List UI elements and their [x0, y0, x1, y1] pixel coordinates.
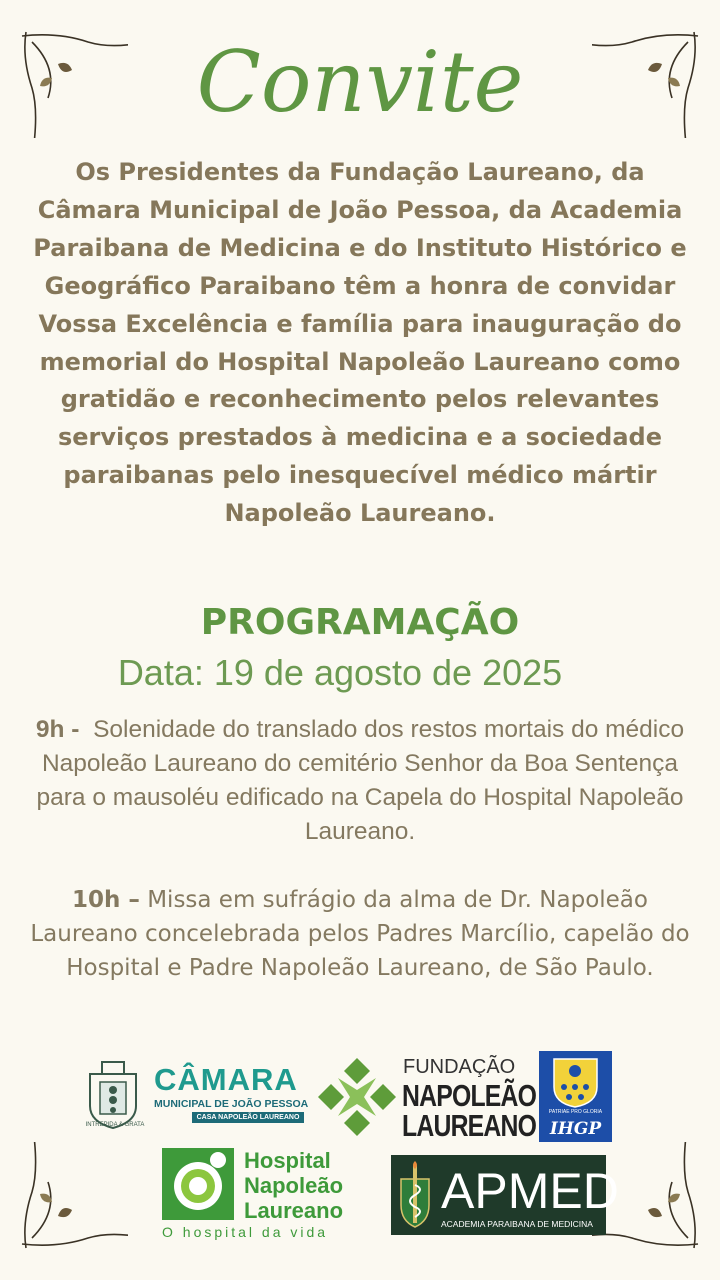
schedule-description: Missa em sufrágio da alma de Dr. Napoleão Laureano concelebrada pelos Padres Marcílio, capelão do Hospital e Padre Napoleão Laureano, de São Paulo.: [30, 887, 690, 981]
schedule-item-10h: [25, 883, 695, 985]
fundacao-line1: FUNDAÇÃO: [403, 1056, 516, 1078]
apmed-logo: [391, 1155, 619, 1235]
ihgp-motto: PATRIAE PRO GLORIA: [548, 1109, 603, 1115]
camara-subtitle: MUNICIPAL DE JOÃO PESSOA: [154, 1098, 309, 1110]
invitation-title: Convite: [196, 33, 524, 131]
corner-ornament-bottom-left: [18, 1142, 128, 1252]
camara-tag: CASA NAPOLEÃO LAUREANO: [192, 1112, 304, 1123]
ihgp-name: IHGP: [549, 1119, 602, 1139]
schedule-time: 10h –: [72, 887, 140, 913]
camara-logo: [80, 1060, 310, 1134]
hospital-line3: Laureano: [244, 1198, 344, 1223]
schedule-item-9h: [25, 713, 695, 849]
medical-caduceus-icon: [395, 1159, 435, 1231]
hospital-tagline: O hospital da vida: [162, 1224, 329, 1240]
hospital-line2: Napoleão: [244, 1173, 344, 1198]
event-date: Data: 19 de agosto de 2025: [117, 652, 563, 693]
apmed-subtitle: ACADEMIA PARAIBANA DE MEDICINA: [441, 1219, 593, 1229]
schedule-time: 9h -: [35, 716, 80, 743]
program-heading: PROGRAMAÇÃO: [200, 602, 520, 643]
fundacao-line3: LAUREANO: [402, 1108, 537, 1143]
camara-motto: INTREPIDA & GRATA: [85, 1122, 145, 1128]
ihgp-shield-icon: [552, 1057, 599, 1109]
invitation-text: Os Presidentes da Fundação Laureano, da Câmara Municipal de João Pessoa, da Academia Paraibana de Medicina e do Instituto Histórico e Geográfico Paraibano têm a honra de convidar Vossa Excelência e família para inauguração do memorial do Hospital Napoleão Laureano como gratidão e reconhecimento pelos relevantes serviços prestados à medicina e a sociedade paraibanas pelo inesquecível médico mártir Napoleão Laureano.: [33, 158, 687, 528]
apmed-name: APMED: [441, 1163, 619, 1219]
fundacao-symbol-icon: [316, 1056, 398, 1138]
camara-name: CÂMARA: [154, 1062, 298, 1097]
fundacao-line2: NAPOLEÃO: [402, 1078, 537, 1113]
hospital-symbol-icon: [162, 1148, 234, 1220]
ihgp-logo: [539, 1051, 612, 1142]
schedule-description: Solenidade do translado dos restos mortais do médico Napoleão Laureano do cemitério Senhor da Boa Sentença para o mausoléu edificado na Capela do Hospital Napoleão Laureano.: [36, 716, 685, 845]
hospital-line1: Hospital: [244, 1148, 331, 1173]
